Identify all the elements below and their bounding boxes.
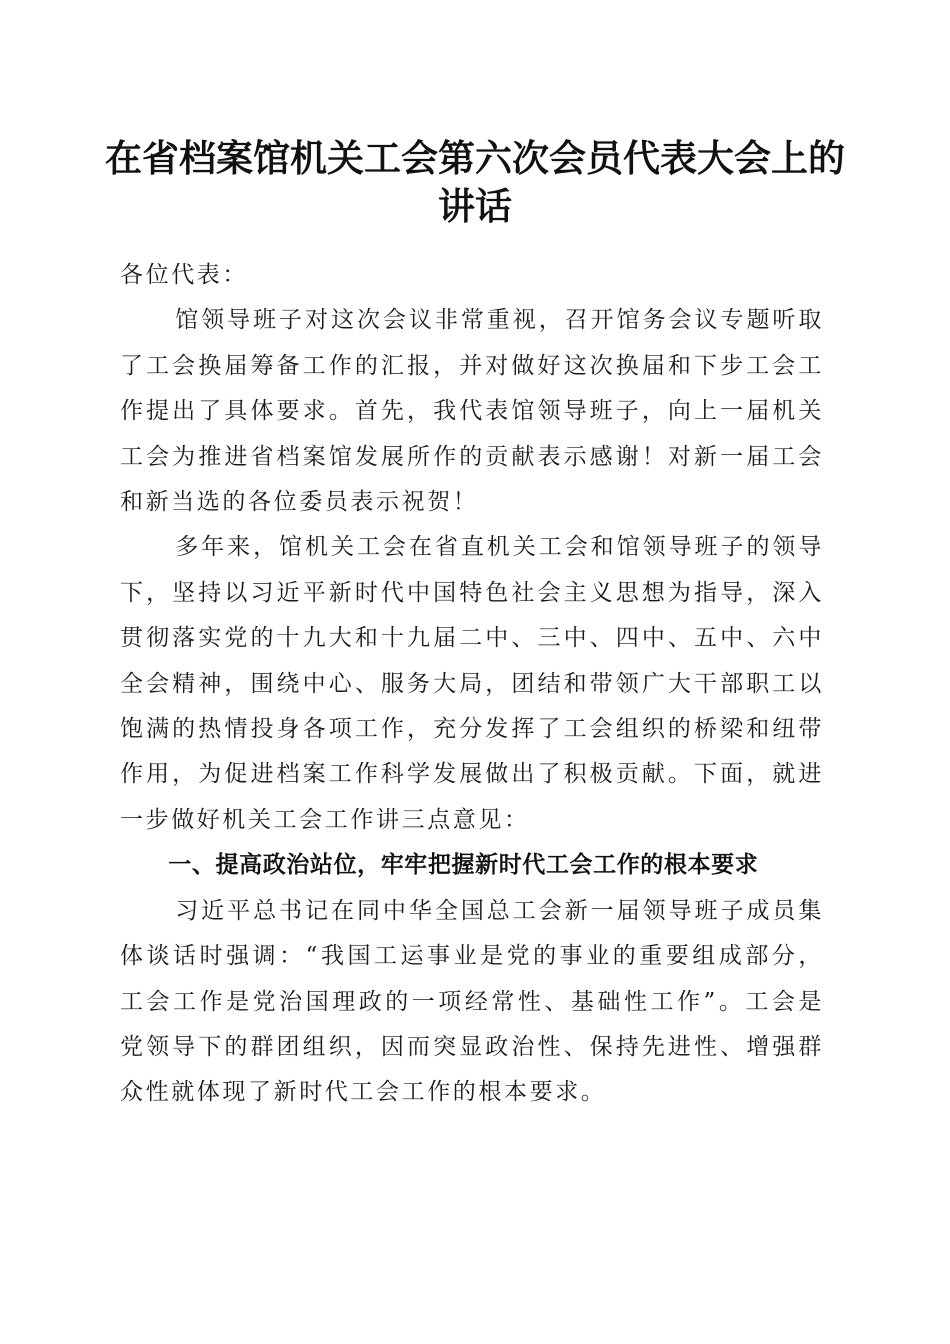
paragraph-opening: 馆领导班子对这次会议非常重视，召开馆务会议专题听取了工会换届筹备工作的汇报，并对做好这次换届和下步工会工作提出了具体要求。首先，我代表馆领导班子，向上一届机关工会为推进省档案馆发展所作的贡献表示感谢！对新一届工会和新当选的各位委员表示祝贺！ — [120, 307, 824, 516]
salutation: 各位代表： — [120, 262, 248, 288]
page-title — [100, 134, 850, 230]
paragraph-achievements: 多年来，馆机关工会在省直机关工会和馆领导班子的领导下，坚持以习近平新时代中国特色社会主义思想为指导，深入贯彻落实党的十九大和十九届二中、三中、四中、五中、六中全会精神，围绕中心、服务大局，团结和带领广大干部职工以饱满的热情投身各项工作，充分发挥了工会组织的桥梁和纽带作用，为促进档案工作科学发展做出了积极贡献。下面，就进一步做好机关工会工作讲三点意见： — [120, 534, 824, 833]
section-heading-1: 一、提高政治站位，牢牢把握新时代工会工作的根本要求 — [168, 852, 759, 879]
document-body — [120, 253, 824, 1116]
title-line-2: 讲话 — [438, 184, 512, 228]
title-line-1: 在省档案馆机关工会第六次会员代表大会上的 — [105, 136, 845, 180]
section-1-paragraph: 习近平总书记在同中华全国总工会新一届领导班子成员集体谈话时强调：“我国工运事业是党的事业的重要组成部分，工会工作是党治国理政的一项经常性、基础性工作”。工会是党领导下的群团组织，因而突显政治性、保持先进性、增强群众性就体现了新时代工会工作的根本要求。 — [120, 897, 824, 1106]
